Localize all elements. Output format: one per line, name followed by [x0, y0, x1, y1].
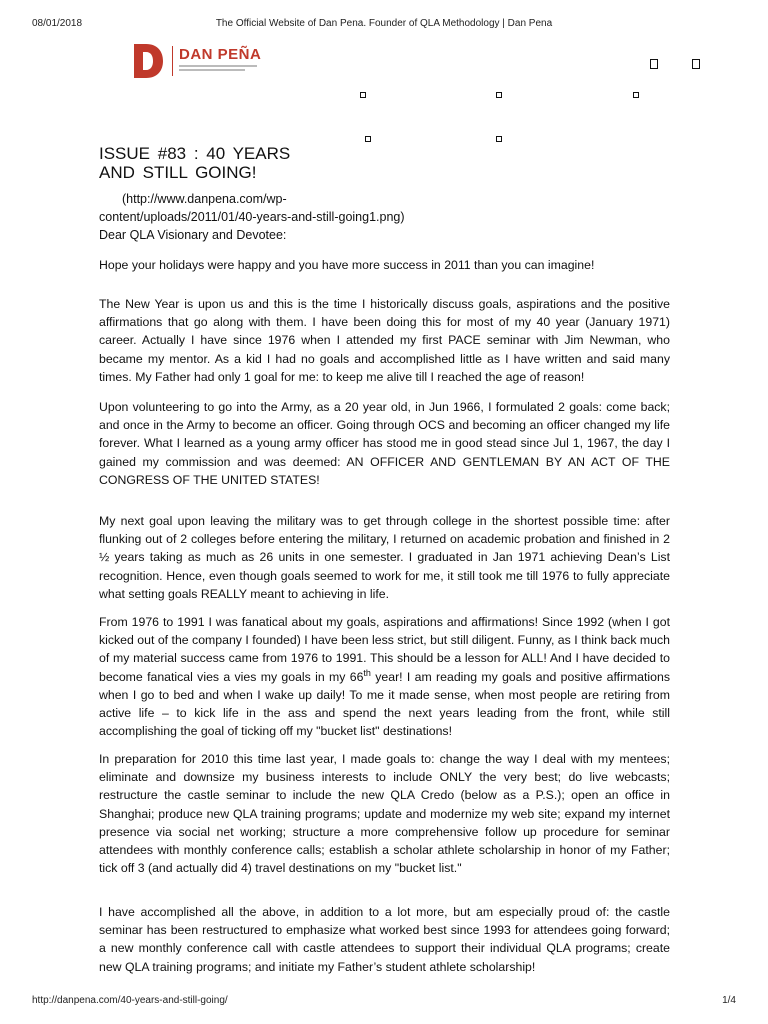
social-icon[interactable] [650, 59, 658, 69]
nav-item-icon[interactable] [360, 92, 366, 98]
nav-item-icon[interactable] [365, 136, 371, 142]
logo-text: DAN PEÑA [179, 46, 262, 63]
article-title-line: AND STILL GOING! [99, 163, 257, 182]
paragraph: I have accomplished all the above, in addition to a lot more, but am especially proud of: the castle seminar has been restructured to emphasize what worked best since 1993 for attendees going forward; a new monthly conference call with castle attendees to support their individual QLA programs; create new QLA training programs; and initiate my Father’s student athlete scholarship! [99, 905, 670, 974]
paragraph: The New Year is upon us and this is the time I historically discuss goals, aspirations and the positive affirmations that go along with them. I have been doing this for most of my 40 year (January 1971) career. Actually I have since 1976 when I attended my first PACE seminar with Jim Newman, who became my mentor. As a kid I had no goals and accomplished little as I have written and said many times. My Father had only 1 goal for me: to keep me alive till I reached the age of reason! [99, 297, 670, 384]
image-link-line[interactable]: (http://www.danpena.com/wp- [122, 192, 287, 206]
article-title [99, 144, 399, 182]
salutation: Dear QLA Visionary and Devotee: [99, 228, 287, 242]
nav-item-icon[interactable] [496, 92, 502, 98]
print-page-title: The Official Website of Dan Pena. Founder of QLA Methodology | Dan Pena [215, 18, 553, 29]
article-title-line: ISSUE #83 : 40 YEARS [99, 144, 291, 163]
print-date: 08/01/2018 [32, 18, 83, 29]
paragraph: Hope your holidays were happy and you have more success in 2011 than you can imagine! [99, 258, 595, 272]
article-image-link[interactable] [99, 190, 439, 226]
paragraph: My next goal upon leaving the military was to get through college in the shortest possible time: after flunking out of 2 colleges before entering the military, I returned on academic probation and finished in 2 ½ years taking as much as 26 units in one semester. I graduated in Jan 1971 achieving Dean’s List recognition. Hence, even though goals seemed to work for me, it still took me till 1976 to fully appreciate what setting goals REALLY meant to achieving in life. [99, 514, 670, 601]
nav-item-icon[interactable] [496, 136, 502, 142]
print-page-number: 1/4 [722, 995, 736, 1006]
paragraph: In preparation for 2010 this time last year, I made goals to: change the way I deal with my mentees; eliminate and downsize my business interests to include ONLY the very best; do live webcasts; restructure the castle seminar to include the new QLA Credo (below as a P.S.); open an office in Shanghai; produce new QLA training programs; update and modernize my web site; expand my internet presence via social net working; structure a more comprehensive follow up procedure for seminar attendees with monthly conference calls; establish a scholar athlete scholarship in honor of my Father; tick off 3 (and actually did 4) travel destinations on my "bucket list." [99, 752, 670, 876]
nav-item-icon[interactable] [633, 92, 639, 98]
image-link-line[interactable]: content/uploads/2011/01/40-years-and-still-going1.png) [99, 210, 405, 224]
print-url: http://danpena.com/40-years-and-still-going/ [32, 995, 228, 1006]
logo-d-mark-icon [132, 44, 164, 78]
paragraph-text: From 1976 to 1991 I was fanatical about my goals, aspirations and affirmations! Since 1992 (when I got kicked out of the company I founded) I have been less strict, but still diligent. Funny, as I think back much of my material success came from 1976 to 1991. This should be a lesson for ALL! And I have decided to become fanatical vies a vies my goals in my 66 [99, 615, 670, 684]
social-icon[interactable] [692, 59, 700, 69]
paragraph: Upon volunteering to go into the Army, as a 20 year old, in Jun 1966, I formulated 2 goals: come back; and once in the Army to become an officer. Going through OCS and becoming an officer changed my life forever. What I learned as a young army officer has stood me in good stead since Jul 1, 1967, the day I gained my commission and was deemed: AN OFFICER AND GENTLEMAN BY AN ACT OF THE CONGRESS OF THE UNITED STATES! [99, 400, 670, 487]
ordinal-suffix: th [363, 667, 371, 678]
paragraph-text: year! I am reading my goals and positive affirmations when I go to bed and when I wake up daily! To me it made sense, when most people are retiring from active life – to kick life in the ass and spend the next years leading from the front, while still accomplishing the goal of ticking off my "bucket list" destinations! [99, 669, 670, 739]
paragraph [99, 613, 670, 740]
logo-separator [172, 46, 173, 76]
logo-tagline-line [179, 69, 245, 71]
logo-tagline-line [179, 65, 257, 67]
